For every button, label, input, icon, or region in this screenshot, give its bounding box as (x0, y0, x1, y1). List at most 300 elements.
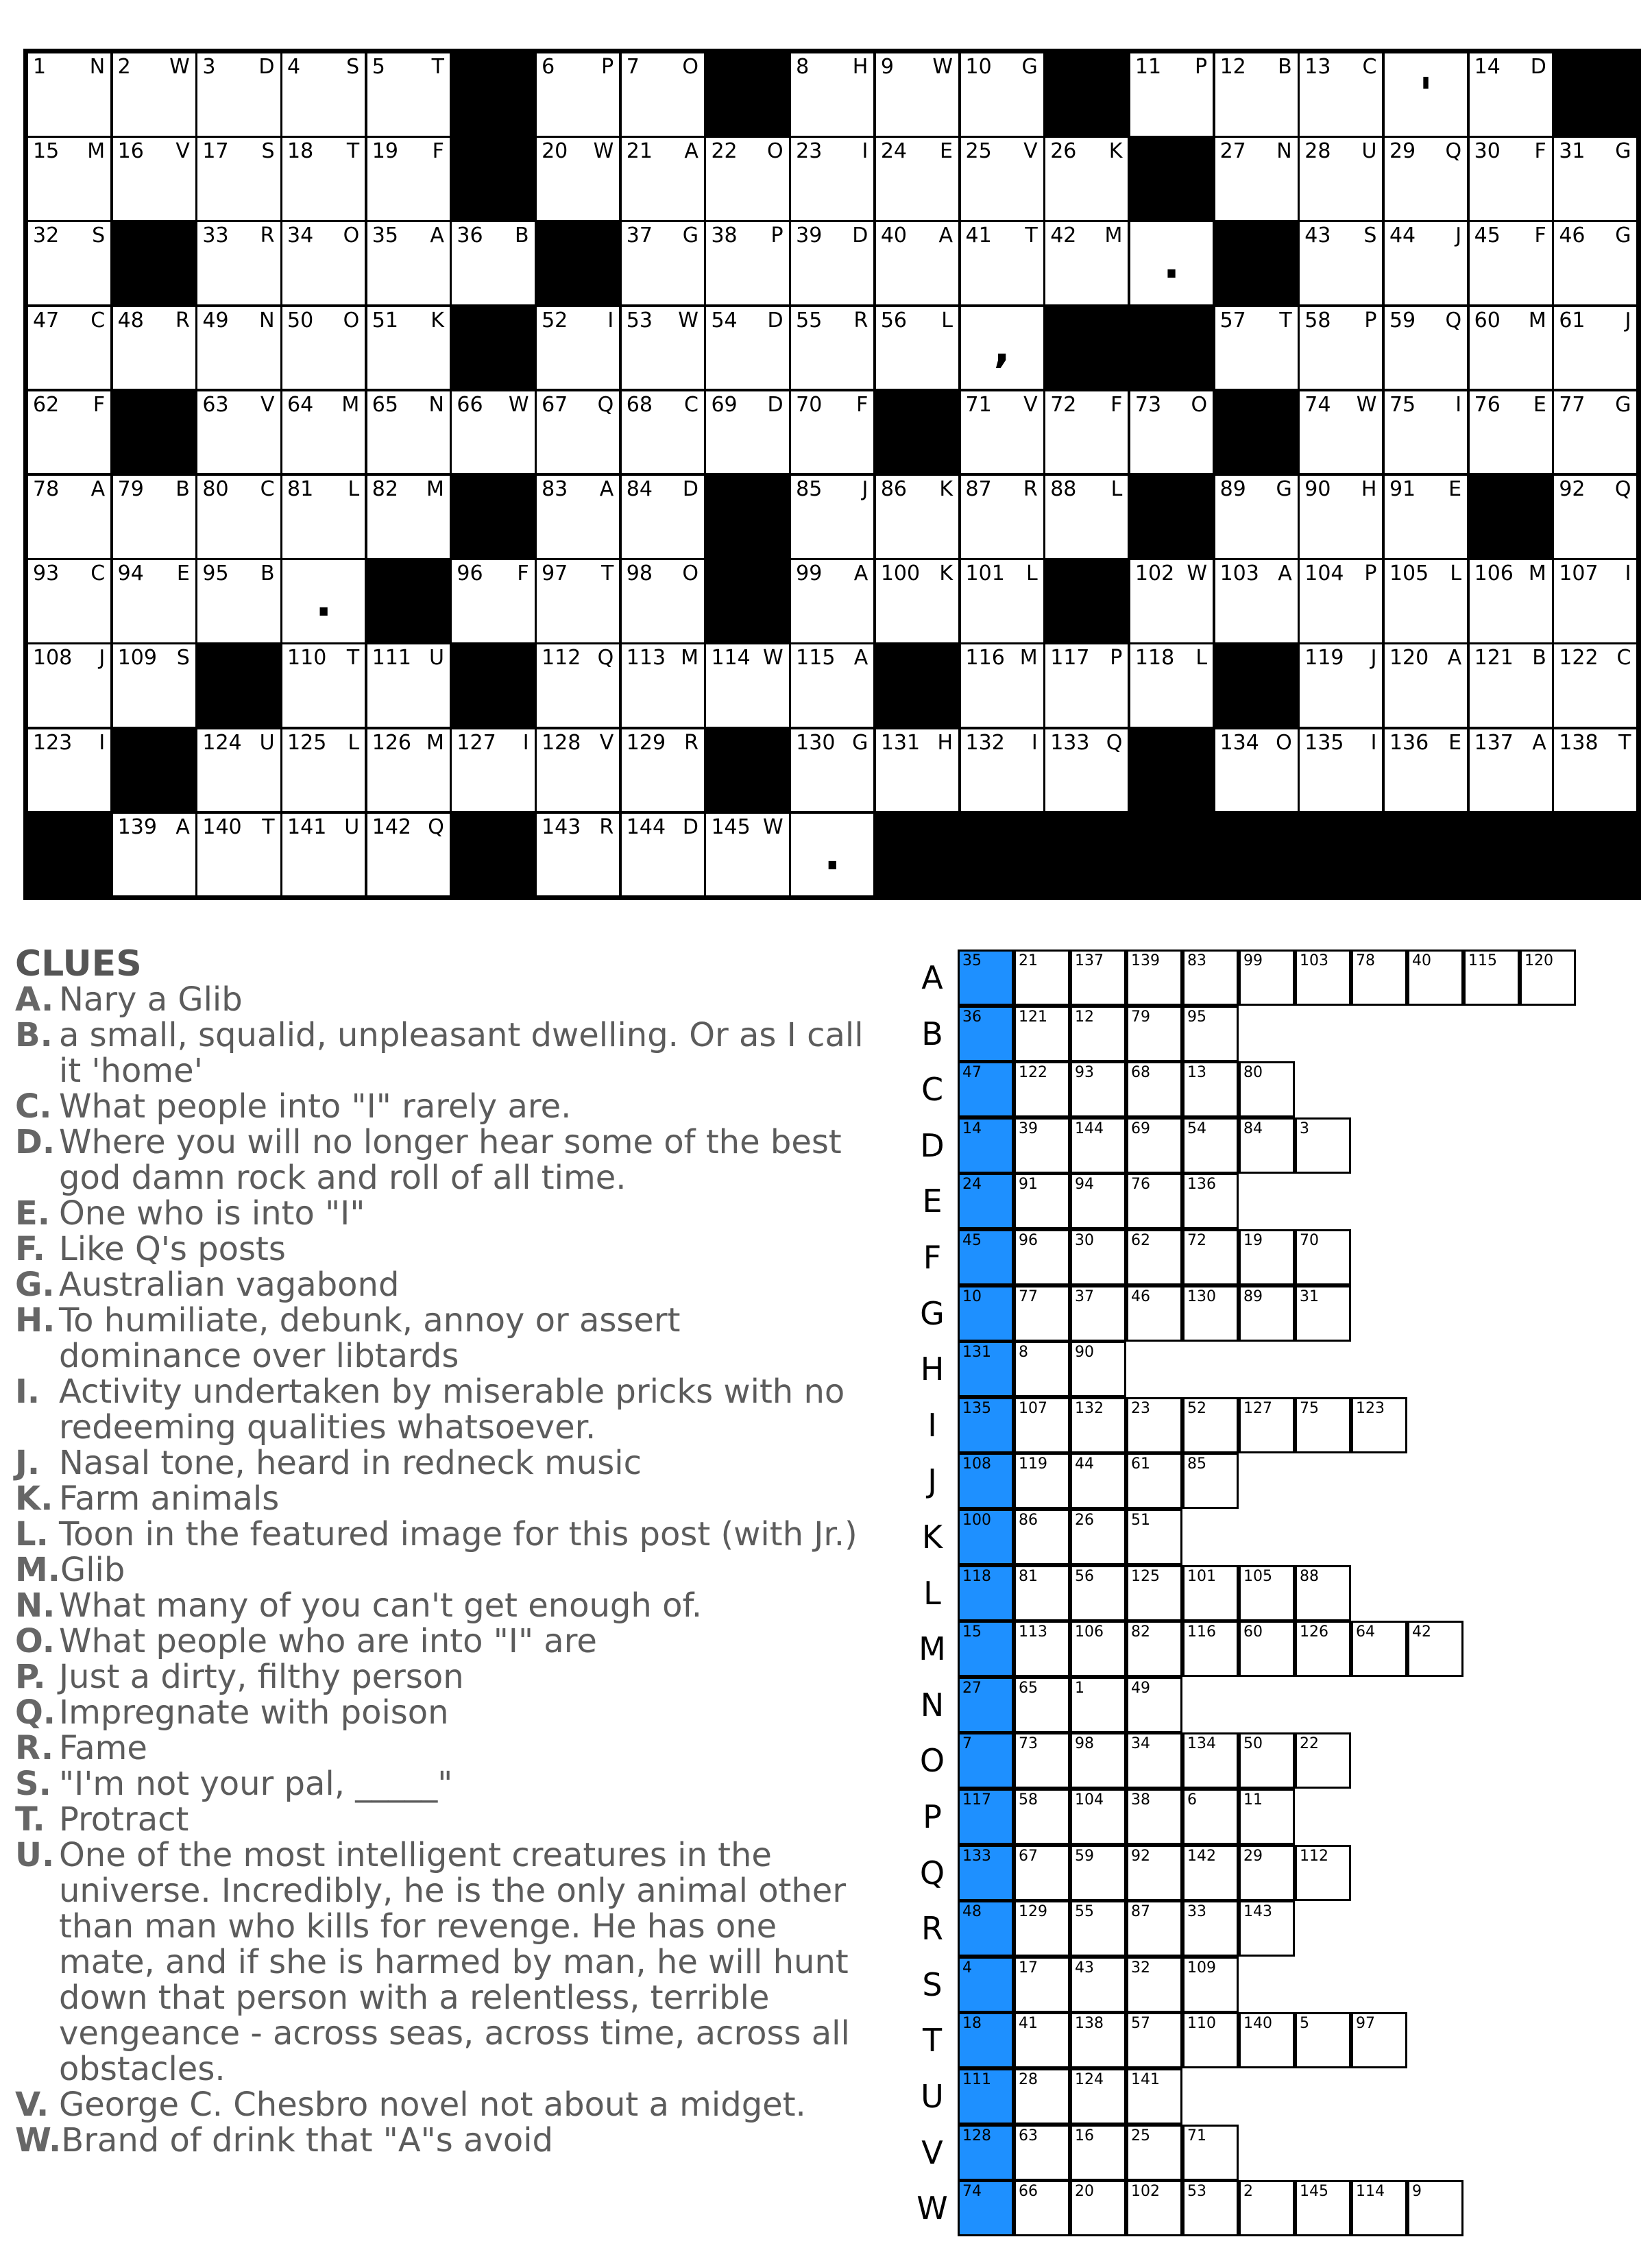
answer-cell[interactable] (1182, 1397, 1239, 1453)
answer-cell[interactable] (1126, 1061, 1182, 1117)
grid-cell[interactable] (196, 559, 281, 644)
grid-cell[interactable] (1298, 136, 1383, 221)
grid-cell[interactable] (960, 390, 1045, 475)
grid-cell[interactable] (1044, 136, 1129, 221)
grid-cell[interactable] (960, 52, 1045, 137)
grid-cell[interactable] (1383, 390, 1468, 475)
answer-cell[interactable] (1070, 1397, 1126, 1453)
grid-cell[interactable] (196, 474, 281, 559)
answer-cell[interactable] (1295, 2012, 1351, 2068)
grid-cell[interactable] (535, 474, 620, 559)
answer-cell[interactable] (1239, 2012, 1295, 2068)
cell-clue-letter: S (346, 55, 360, 79)
grid-cell[interactable] (27, 728, 112, 813)
answer-cell[interactable] (1070, 1006, 1126, 1062)
answer-cell-first[interactable] (958, 2068, 1014, 2125)
grid-cell[interactable] (1553, 643, 1638, 728)
answer-cell-first[interactable] (958, 2012, 1014, 2068)
answer-cell[interactable] (1014, 1117, 1070, 1174)
answer-cell[interactable] (1126, 1565, 1182, 1621)
grid-cell[interactable] (1298, 390, 1383, 475)
grid-cell[interactable] (1298, 643, 1383, 728)
answer-cell[interactable] (1014, 1957, 1070, 2013)
grid-cell[interactable] (27, 559, 112, 644)
grid-cell[interactable] (1129, 559, 1214, 644)
grid-cell[interactable] (281, 52, 366, 137)
answer-cell[interactable] (1014, 1397, 1070, 1453)
grid-cell[interactable] (1468, 390, 1553, 475)
grid-cell[interactable] (790, 221, 875, 306)
grid-cell[interactable] (960, 643, 1045, 728)
grid-cell[interactable] (875, 221, 960, 306)
grid-cell[interactable] (535, 136, 620, 221)
answer-cell-first[interactable] (958, 1565, 1014, 1621)
grid-cell[interactable] (1214, 136, 1299, 221)
answer-cell[interactable] (1070, 1732, 1126, 1789)
answer-cell[interactable] (1070, 1509, 1126, 1565)
answer-cell[interactable] (1239, 1900, 1295, 1957)
answer-cell[interactable] (1014, 2068, 1070, 2125)
grid-cell[interactable] (27, 52, 112, 137)
answer-cell[interactable] (1295, 2180, 1351, 2236)
grid-cell[interactable] (366, 643, 451, 728)
grid-cell[interactable] (960, 559, 1045, 644)
answer-cell[interactable] (1014, 1453, 1070, 1509)
answer-cell[interactable] (1182, 1789, 1239, 1845)
answer-cell[interactable] (1070, 1900, 1126, 1957)
answer-cell[interactable] (1295, 1845, 1351, 1901)
answer-cell-first[interactable] (958, 1845, 1014, 1901)
answer-cell[interactable] (1182, 1900, 1239, 1957)
answer-cell[interactable] (1014, 1845, 1070, 1901)
grid-cell[interactable] (1298, 306, 1383, 391)
grid-cell[interactable] (705, 812, 790, 897)
grid-cell[interactable] (450, 559, 535, 644)
grid-cell[interactable] (112, 474, 197, 559)
grid-cell[interactable] (1553, 136, 1638, 221)
grid-cell[interactable] (27, 390, 112, 475)
grid-cell[interactable] (281, 390, 366, 475)
grid-cell[interactable] (27, 474, 112, 559)
grid-cell[interactable] (196, 812, 281, 897)
grid-cell[interactable] (1553, 728, 1638, 813)
grid-cell[interactable] (535, 812, 620, 897)
grid-cell[interactable] (281, 643, 366, 728)
answer-cell[interactable] (1014, 2180, 1070, 2236)
grid-cell[interactable] (875, 136, 960, 221)
answer-cell-first[interactable] (958, 1509, 1014, 1565)
answer-cell-first[interactable] (958, 1229, 1014, 1285)
answer-cell[interactable] (1295, 1621, 1351, 1677)
cell-number: 115 (796, 646, 836, 670)
answer-cell[interactable] (1070, 1229, 1126, 1285)
answer-cell[interactable] (1239, 1565, 1295, 1621)
grid-cell[interactable] (620, 136, 705, 221)
grid-cell[interactable] (366, 52, 451, 137)
answer-cell[interactable] (1239, 1061, 1295, 1117)
answer-cell-first[interactable] (958, 1732, 1014, 1789)
grid-cell[interactable] (620, 559, 705, 644)
grid-cell[interactable] (27, 136, 112, 221)
grid-cell[interactable] (535, 390, 620, 475)
answer-cell[interactable] (1182, 2180, 1239, 2236)
grid-cell[interactable] (366, 136, 451, 221)
grid-cell[interactable] (1298, 52, 1383, 137)
answer-cell[interactable] (1014, 1900, 1070, 1957)
answer-cell[interactable] (1239, 1845, 1295, 1901)
answer-cell-first[interactable] (958, 1453, 1014, 1509)
grid-cell[interactable] (790, 643, 875, 728)
answer-cell[interactable] (1126, 1677, 1182, 1733)
answer-cell[interactable] (1182, 1061, 1239, 1117)
grid-cell[interactable] (450, 221, 535, 306)
answer-cell[interactable] (1070, 1677, 1126, 1733)
answer-cell[interactable] (1014, 1229, 1070, 1285)
grid-cell[interactable] (196, 390, 281, 475)
grid-cell[interactable] (705, 221, 790, 306)
grid-cell[interactable] (281, 728, 366, 813)
grid-cell[interactable] (620, 474, 705, 559)
grid-cell[interactable] (1468, 306, 1553, 391)
grid-cell[interactable] (1214, 52, 1299, 137)
grid-cell[interactable] (1383, 136, 1468, 221)
grid-cell[interactable] (790, 728, 875, 813)
answer-cell[interactable] (1070, 1565, 1126, 1621)
answer-cell[interactable] (1239, 1789, 1295, 1845)
grid-cell[interactable] (196, 221, 281, 306)
answer-cell[interactable] (1126, 1845, 1182, 1901)
grid-cell[interactable] (27, 221, 112, 306)
black-square (1468, 474, 1553, 559)
grid-cell[interactable] (1383, 306, 1468, 391)
answer-cell-first[interactable] (958, 1397, 1014, 1453)
answer-cell-first[interactable] (958, 1900, 1014, 1957)
answer-cell[interactable] (1014, 1509, 1070, 1565)
grid-cell[interactable] (450, 728, 535, 813)
answer-cell-first[interactable] (958, 1677, 1014, 1733)
answer-cell[interactable] (1351, 1397, 1407, 1453)
answer-cell[interactable] (1070, 2012, 1126, 2068)
answer-cell[interactable] (1182, 1006, 1239, 1062)
answer-cell-first[interactable] (958, 1341, 1014, 1397)
grid-cell[interactable] (790, 474, 875, 559)
answer-cell[interactable] (1407, 1621, 1463, 1677)
grid-cell[interactable] (1468, 643, 1553, 728)
grid-cell[interactable] (790, 52, 875, 137)
answer-cell[interactable] (1463, 950, 1520, 1006)
grid-cell[interactable] (790, 390, 875, 475)
grid-cell[interactable] (112, 306, 197, 391)
answer-cell[interactable] (1070, 2068, 1126, 2125)
grid-cell[interactable] (196, 52, 281, 137)
answer-cell[interactable] (1182, 1845, 1239, 1901)
grid-cell[interactable] (1129, 643, 1214, 728)
grid-cell[interactable] (620, 306, 705, 391)
answer-cell[interactable] (1070, 1845, 1126, 1901)
answer-cell[interactable] (1126, 1732, 1182, 1789)
answer-cell-first[interactable] (958, 1789, 1014, 1845)
answer-cell[interactable] (1239, 1285, 1295, 1342)
answer-cell[interactable] (1239, 1117, 1295, 1174)
grid-cell[interactable] (1214, 728, 1299, 813)
answer-cell[interactable] (1126, 1900, 1182, 1957)
answer-cell[interactable] (1070, 1061, 1126, 1117)
grid-cell[interactable] (1468, 221, 1553, 306)
grid-cell[interactable] (1553, 306, 1638, 391)
answer-cell-number: 22 (1300, 1735, 1319, 1753)
answer-cell[interactable] (1070, 1173, 1126, 1229)
grid-cell[interactable] (535, 643, 620, 728)
answer-cell[interactable] (1014, 1285, 1070, 1342)
answer-cell[interactable] (1239, 1732, 1295, 1789)
answer-cell[interactable] (1014, 2012, 1070, 2068)
answer-cell[interactable] (1182, 1621, 1239, 1677)
answer-cell[interactable] (1126, 2068, 1182, 2125)
answer-cell[interactable] (1182, 1565, 1239, 1621)
answer-cell[interactable] (1070, 1117, 1126, 1174)
answer-cell[interactable] (1070, 2125, 1126, 2181)
grid-cell[interactable] (620, 728, 705, 813)
answer-cell[interactable] (1239, 1397, 1295, 1453)
grid-cell[interactable] (1468, 136, 1553, 221)
grid-cell[interactable] (960, 221, 1045, 306)
grid-cell[interactable] (620, 221, 705, 306)
answer-cell[interactable] (1126, 1006, 1182, 1062)
clues-title: CLUES (15, 943, 142, 984)
answer-cell-number: 26 (1075, 1512, 1094, 1529)
answer-cell-number: 47 (962, 1064, 982, 1082)
grid-cell[interactable] (27, 306, 112, 391)
grid-cell[interactable] (1383, 728, 1468, 813)
grid-cell[interactable] (875, 728, 960, 813)
answer-cell[interactable] (1182, 1957, 1239, 2013)
answer-cell[interactable] (1182, 1173, 1239, 1229)
answer-cell[interactable] (1295, 1285, 1351, 1342)
answer-cell[interactable] (1014, 1565, 1070, 1621)
grid-cell[interactable] (112, 136, 197, 221)
grid-cell[interactable] (27, 643, 112, 728)
answer-cell[interactable] (1407, 950, 1463, 1006)
answer-cell[interactable] (1182, 1229, 1239, 1285)
answer-cell[interactable] (1070, 950, 1126, 1006)
answer-cell[interactable] (1070, 1957, 1126, 2013)
answer-cell[interactable] (1126, 1117, 1182, 1174)
answer-cell[interactable] (1126, 1285, 1182, 1342)
grid-cell[interactable] (1214, 474, 1299, 559)
cell-number: 136 (1389, 730, 1429, 755)
answer-cell[interactable] (1014, 1789, 1070, 1845)
grid-cell[interactable] (450, 390, 535, 475)
grid-cell[interactable] (960, 136, 1045, 221)
grid-cell[interactable] (1553, 559, 1638, 644)
grid-cell[interactable] (875, 52, 960, 137)
grid-cell[interactable] (705, 390, 790, 475)
grid-cell[interactable] (875, 474, 960, 559)
grid-cell[interactable] (1214, 559, 1299, 644)
grid-cell[interactable] (1044, 728, 1129, 813)
answer-cell[interactable] (1239, 2180, 1295, 2236)
answer-cell[interactable] (1070, 2180, 1126, 2236)
grid-cell[interactable] (1044, 474, 1129, 559)
grid-cell[interactable] (535, 306, 620, 391)
grid-cell[interactable] (960, 728, 1045, 813)
answer-cell[interactable] (1014, 1341, 1070, 1397)
grid-cell[interactable] (1383, 474, 1468, 559)
answer-cell-first[interactable] (958, 1957, 1014, 2013)
grid-cell[interactable] (1383, 559, 1468, 644)
grid-cell[interactable] (535, 728, 620, 813)
grid-cell[interactable] (1383, 221, 1468, 306)
grid-cell[interactable] (112, 559, 197, 644)
grid-cell[interactable] (705, 643, 790, 728)
grid-cell[interactable] (281, 812, 366, 897)
answer-cell-first[interactable] (958, 2125, 1014, 2181)
answer-cell[interactable] (1126, 1509, 1182, 1565)
grid-cell[interactable] (1468, 52, 1553, 137)
answer-cell[interactable] (1070, 1341, 1126, 1397)
answer-cell[interactable] (1126, 1621, 1182, 1677)
answer-cell-first[interactable] (958, 2180, 1014, 2236)
answer-cell[interactable] (1295, 1565, 1351, 1621)
grid-cell[interactable] (620, 52, 705, 137)
grid-cell[interactable] (1129, 390, 1214, 475)
answer-cell[interactable] (1126, 2180, 1182, 2236)
answer-cell[interactable] (1182, 1453, 1239, 1509)
grid-cell[interactable] (960, 474, 1045, 559)
answer-cell[interactable] (1014, 1173, 1070, 1229)
grid-cell[interactable] (620, 390, 705, 475)
grid-cell[interactable] (790, 136, 875, 221)
grid-cell[interactable] (366, 306, 451, 391)
answer-cell[interactable] (1070, 1453, 1126, 1509)
answer-cell[interactable] (1351, 950, 1407, 1006)
grid-cell[interactable] (366, 812, 451, 897)
grid-cell[interactable] (281, 221, 366, 306)
answer-cell[interactable] (1070, 1285, 1126, 1342)
grid-cell[interactable] (1298, 221, 1383, 306)
grid-cell[interactable] (1298, 728, 1383, 813)
grid-cell[interactable] (705, 136, 790, 221)
grid-cell[interactable] (112, 643, 197, 728)
answer-cell[interactable] (1295, 1732, 1351, 1789)
grid-cell[interactable] (535, 559, 620, 644)
clue-letter: D. (15, 1123, 56, 1161)
answer-cell[interactable] (1126, 1957, 1182, 2013)
answer-cell[interactable] (1351, 2012, 1407, 2068)
answer-cell-first[interactable] (958, 1621, 1014, 1677)
grid-cell[interactable] (1553, 390, 1638, 475)
grid-cell[interactable] (196, 306, 281, 391)
grid-cell[interactable] (620, 812, 705, 897)
answer-cell[interactable] (1126, 2012, 1182, 2068)
grid-cell[interactable] (366, 221, 451, 306)
grid-cell[interactable] (366, 728, 451, 813)
grid-cell[interactable] (875, 559, 960, 644)
grid-cell[interactable] (620, 643, 705, 728)
answer-cell[interactable] (1182, 1285, 1239, 1342)
answer-cell[interactable] (1126, 950, 1182, 1006)
answer-cell[interactable] (1295, 1229, 1351, 1285)
grid-cell[interactable] (281, 136, 366, 221)
answer-cell[interactable] (1014, 950, 1070, 1006)
answer-cell[interactable] (1351, 2180, 1407, 2236)
answer-cell[interactable] (1014, 1621, 1070, 1677)
answer-cell-first[interactable] (958, 1061, 1014, 1117)
answer-cell[interactable] (1182, 950, 1239, 1006)
grid-cell[interactable] (112, 812, 197, 897)
answer-cell[interactable] (1014, 1006, 1070, 1062)
grid-cell[interactable] (705, 306, 790, 391)
grid-cell[interactable] (196, 136, 281, 221)
grid-cell[interactable] (366, 390, 451, 475)
grid-cell[interactable] (1468, 728, 1553, 813)
cell-number: 7 (626, 55, 640, 79)
answer-cell[interactable] (1520, 950, 1576, 1006)
answer-cell[interactable] (1014, 1061, 1070, 1117)
answer-cell[interactable] (1239, 1621, 1295, 1677)
grid-cell[interactable] (535, 52, 620, 137)
answer-cell[interactable] (1295, 1117, 1351, 1174)
answer-cell[interactable] (1014, 1677, 1070, 1733)
grid-cell[interactable] (1298, 559, 1383, 644)
grid-cell[interactable] (1044, 221, 1129, 306)
answer-cell[interactable] (1070, 1621, 1126, 1677)
grid-cell[interactable] (196, 728, 281, 813)
grid-cell[interactable] (1553, 474, 1638, 559)
answer-cell[interactable] (1295, 1397, 1351, 1453)
answer-cell-first[interactable] (958, 1006, 1014, 1062)
answer-cell[interactable] (1295, 950, 1351, 1006)
answer-cell[interactable] (1126, 1229, 1182, 1285)
answer-cell[interactable] (1239, 950, 1295, 1006)
answer-cell[interactable] (1126, 1397, 1182, 1453)
answer-cell[interactable] (1126, 1789, 1182, 1845)
grid-cell[interactable] (281, 474, 366, 559)
answer-cell[interactable] (1126, 1173, 1182, 1229)
answer-cell-first[interactable] (958, 1173, 1014, 1229)
answer-cell-first[interactable] (958, 1117, 1014, 1174)
answer-cell-first[interactable] (958, 1285, 1014, 1342)
grid-cell[interactable] (1383, 643, 1468, 728)
answer-cell[interactable] (1014, 1732, 1070, 1789)
grid-cell[interactable] (1044, 390, 1129, 475)
answer-cell[interactable] (1239, 1229, 1295, 1285)
answer-cell[interactable] (1182, 2012, 1239, 2068)
grid-cell[interactable] (1129, 52, 1214, 137)
grid-cell[interactable] (1298, 474, 1383, 559)
answer-cell[interactable] (1407, 2180, 1463, 2236)
grid-cell[interactable] (1468, 559, 1553, 644)
answer-cell[interactable] (1014, 2125, 1070, 2181)
answer-cell[interactable] (1351, 1621, 1407, 1677)
answer-cell[interactable] (1126, 1453, 1182, 1509)
answer-cell[interactable] (1182, 2125, 1239, 2181)
answer-cell[interactable] (1182, 1732, 1239, 1789)
grid-cell[interactable] (1044, 643, 1129, 728)
grid-cell[interactable] (1214, 306, 1299, 391)
answer-cell-first[interactable] (958, 950, 1014, 1006)
grid-cell[interactable] (790, 306, 875, 391)
grid-cell[interactable] (366, 474, 451, 559)
grid-cell[interactable] (281, 306, 366, 391)
answer-cell[interactable] (1070, 1789, 1126, 1845)
answer-cell[interactable] (1182, 1117, 1239, 1174)
grid-cell[interactable] (790, 559, 875, 644)
answer-cell[interactable] (1126, 2125, 1182, 2181)
grid-cell[interactable] (112, 52, 197, 137)
grid-cell[interactable] (875, 306, 960, 391)
grid-cell[interactable] (1553, 221, 1638, 306)
